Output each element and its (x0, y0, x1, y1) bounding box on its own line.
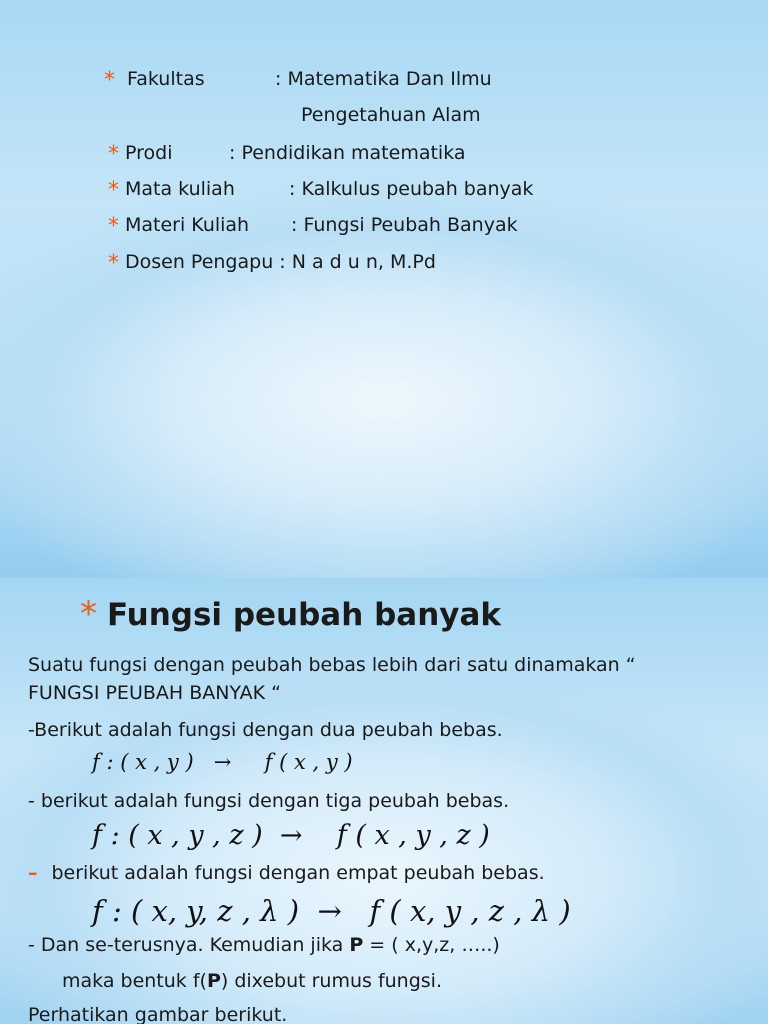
bullet-star-icon: * (104, 68, 115, 93)
title-star-icon: * (80, 594, 97, 634)
materi-value: : Fungsi Peubah Banyak (291, 214, 518, 236)
info-prodi (108, 140, 466, 165)
info-fakultas (104, 66, 492, 91)
title-text: Fungsi peubah banyak (107, 597, 502, 633)
info-mata-kuliah (108, 176, 533, 201)
info-materi-kuliah (108, 212, 518, 237)
two-vars-text: -Berikut adalah fungsi dengan dua peubah bebas. (28, 719, 503, 741)
form-prefix: maka bentuk f( (62, 970, 207, 992)
three-vars-text: - berikut adalah fungsi dengan tiga peubah bebas. (28, 790, 510, 812)
matakuliah-label: Mata kuliah (125, 178, 235, 200)
fakultas-value-line1: Matematika Dan Ilmu (287, 68, 492, 90)
form-line (62, 970, 442, 992)
intro-line1: Suatu fungsi dengan peubah bebas lebih dari satu dinamakan “ (28, 654, 636, 676)
notice-text: Perhatikan gambar berikut. (28, 1004, 288, 1024)
four-vars-text: berikut adalah fungsi dengan empat peubah bebas. (51, 862, 545, 884)
four-vars-line (28, 862, 545, 884)
dash-bullet-icon: – (28, 862, 38, 884)
materi-label: Materi Kuliah (125, 214, 250, 236)
dosen-label: Dosen Pengapu (125, 251, 274, 273)
bullet-star-icon: * (108, 214, 119, 239)
prodi-value: : Pendidikan matematika (229, 142, 466, 164)
formula-three-vars: f : ( x , y , z ) → f ( x , y , z ) (92, 820, 490, 851)
etc-bold-p: P (349, 934, 364, 956)
fakultas-label: Fakultas (127, 68, 205, 90)
fakultas-separator: : (275, 68, 282, 90)
slide-fungsi-peubah-banyak (0, 578, 768, 1024)
etc-line (28, 934, 500, 956)
intro-line2: FUNGSI PEUBAH BANYAK “ (28, 682, 281, 704)
fakultas-value-line2: Pengetahuan Alam (301, 104, 481, 126)
dosen-value: : N a d u n, M.Pd (279, 251, 436, 273)
form-suffix: ) dixebut rumus fungsi. (220, 970, 443, 992)
prodi-label: Prodi (125, 142, 173, 164)
info-dosen (108, 249, 436, 274)
bullet-star-icon: * (108, 142, 119, 167)
etc-suffix: = ( x,y,z, …..) (363, 934, 500, 956)
form-bold-p: P (206, 970, 221, 992)
bullet-star-icon: * (108, 178, 119, 203)
formula-two-vars: f : ( x , y ) → f ( x , y ) (92, 750, 353, 774)
matakuliah-value: : Kalkulus peubah banyak (289, 178, 534, 200)
etc-prefix: - Dan se-terusnya. Kemudian jika (28, 934, 350, 956)
slide-title (80, 594, 501, 634)
formula-four-vars: f : ( x, y, z , λ ) → f ( x, y , z , λ ) (92, 894, 571, 928)
bullet-star-icon: * (108, 251, 119, 276)
